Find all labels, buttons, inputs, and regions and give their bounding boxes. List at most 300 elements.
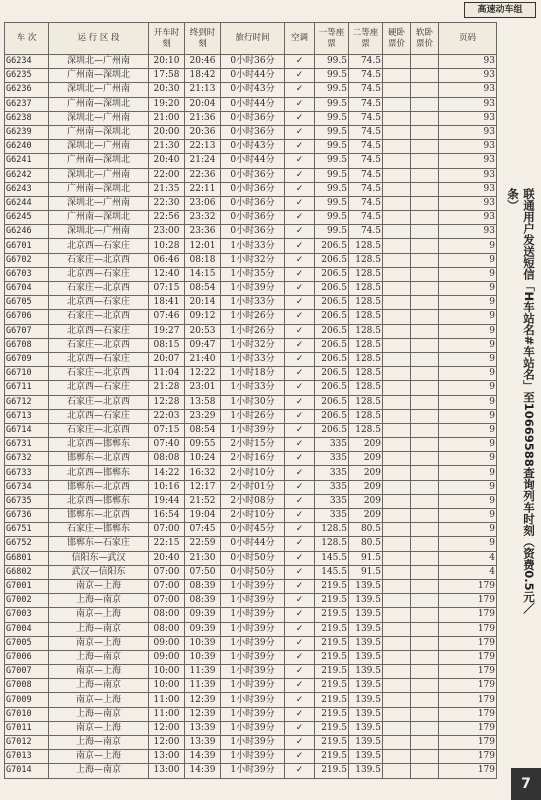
train-number: G7012 [5, 736, 49, 750]
second-class-fare: 128.5 [349, 352, 383, 366]
table-row [5, 537, 497, 551]
departure-time: 11:04 [149, 367, 185, 381]
first-class-fare: 219.5 [315, 736, 349, 750]
table-row [5, 466, 497, 480]
soft-sleeper-fare [411, 679, 439, 693]
arrival-time: 23:01 [185, 381, 221, 395]
col-header-hard-sleeper: 硬卧票价 [383, 23, 411, 55]
table-row [5, 296, 497, 310]
hard-sleeper-fare [383, 452, 411, 466]
section: 南京—上海 [49, 665, 149, 679]
train-number: G6706 [5, 310, 49, 324]
soft-sleeper-fare [411, 494, 439, 508]
col-header-arrival: 终到时刻 [185, 23, 221, 55]
travel-time: 0小时44分 [221, 97, 285, 111]
travel-time: 0小时36分 [221, 196, 285, 210]
train-number: G6708 [5, 338, 49, 352]
table-row [5, 509, 497, 523]
hard-sleeper-fare [383, 83, 411, 97]
col-header-page: 页码 [439, 23, 497, 55]
hard-sleeper-fare [383, 537, 411, 551]
first-class-fare: 206.5 [315, 324, 349, 338]
arrival-time: 08:54 [185, 282, 221, 296]
train-number: G7005 [5, 636, 49, 650]
departure-time: 14:22 [149, 466, 185, 480]
page-ref: 93 [439, 154, 497, 168]
page-ref: 179 [439, 679, 497, 693]
train-number: G6714 [5, 423, 49, 437]
page-ref: 93 [439, 196, 497, 210]
first-class-fare: 99.5 [315, 83, 349, 97]
second-class-fare: 128.5 [349, 324, 383, 338]
soft-sleeper-fare [411, 693, 439, 707]
travel-time: 1小时32分 [221, 253, 285, 267]
train-number: G7014 [5, 764, 49, 778]
soft-sleeper-fare [411, 509, 439, 523]
second-class-fare: 139.5 [349, 608, 383, 622]
aircon-mark: ✓ [285, 764, 315, 778]
hard-sleeper-fare [383, 636, 411, 650]
page-ref: 9 [439, 253, 497, 267]
train-number: G6735 [5, 494, 49, 508]
train-number: G7010 [5, 707, 49, 721]
aircon-mark: ✓ [285, 282, 315, 296]
second-class-fare: 139.5 [349, 650, 383, 664]
section: 南京—上海 [49, 721, 149, 735]
hard-sleeper-fare [383, 764, 411, 778]
second-class-fare: 91.5 [349, 565, 383, 579]
page-ref: 93 [439, 225, 497, 239]
hard-sleeper-fare [383, 154, 411, 168]
hard-sleeper-fare [383, 693, 411, 707]
train-number: G6710 [5, 367, 49, 381]
travel-time: 1小时39分 [221, 707, 285, 721]
train-number: G6713 [5, 409, 49, 423]
soft-sleeper-fare [411, 707, 439, 721]
table-row [5, 310, 497, 324]
hard-sleeper-fare [383, 494, 411, 508]
soft-sleeper-fare [411, 579, 439, 593]
arrival-time: 10:39 [185, 636, 221, 650]
departure-time: 07:40 [149, 438, 185, 452]
aircon-mark: ✓ [285, 537, 315, 551]
section: 深圳北—广州南 [49, 55, 149, 69]
soft-sleeper-fare [411, 97, 439, 111]
arrival-time: 19:04 [185, 509, 221, 523]
aircon-mark: ✓ [285, 196, 315, 210]
train-number: G7002 [5, 594, 49, 608]
soft-sleeper-fare [411, 423, 439, 437]
page-ref: 93 [439, 83, 497, 97]
hard-sleeper-fare [383, 665, 411, 679]
travel-time: 1小时26分 [221, 324, 285, 338]
first-class-fare: 335 [315, 466, 349, 480]
departure-time: 10:00 [149, 665, 185, 679]
aircon-mark: ✓ [285, 296, 315, 310]
section: 北京西—石家庄 [49, 267, 149, 281]
second-class-fare: 74.5 [349, 83, 383, 97]
travel-time: 1小时33分 [221, 352, 285, 366]
aircon-mark: ✓ [285, 608, 315, 622]
table-row [5, 125, 497, 139]
section: 北京西—石家庄 [49, 352, 149, 366]
aircon-mark: ✓ [285, 55, 315, 69]
aircon-mark: ✓ [285, 367, 315, 381]
page-ref: 9 [439, 310, 497, 324]
second-class-fare: 128.5 [349, 338, 383, 352]
arrival-time: 12:39 [185, 707, 221, 721]
aircon-mark: ✓ [285, 239, 315, 253]
first-class-fare: 219.5 [315, 650, 349, 664]
departure-time: 22:00 [149, 168, 185, 182]
second-class-fare: 128.5 [349, 409, 383, 423]
table-row [5, 324, 497, 338]
soft-sleeper-fare [411, 367, 439, 381]
page-ref: 179 [439, 721, 497, 735]
page-ref: 9 [439, 466, 497, 480]
aircon-mark: ✓ [285, 253, 315, 267]
table-row [5, 154, 497, 168]
arrival-time: 20:46 [185, 55, 221, 69]
soft-sleeper-fare [411, 594, 439, 608]
departure-time: 11:00 [149, 693, 185, 707]
arrival-time: 22:59 [185, 537, 221, 551]
timetable [4, 22, 497, 779]
departure-time: 22:15 [149, 537, 185, 551]
page-ref: 179 [439, 636, 497, 650]
section: 石家庄—北京西 [49, 395, 149, 409]
departure-time: 11:00 [149, 707, 185, 721]
train-number: G6707 [5, 324, 49, 338]
second-class-fare: 74.5 [349, 111, 383, 125]
arrival-time: 23:32 [185, 211, 221, 225]
second-class-fare: 139.5 [349, 750, 383, 764]
second-class-fare: 209 [349, 494, 383, 508]
aircon-mark: ✓ [285, 338, 315, 352]
timetable-body [5, 55, 497, 779]
page-ref: 93 [439, 69, 497, 83]
table-row [5, 211, 497, 225]
section: 广州南—深圳北 [49, 97, 149, 111]
page-ref: 179 [439, 579, 497, 593]
page-ref: 9 [439, 324, 497, 338]
hard-sleeper-fare [383, 211, 411, 225]
soft-sleeper-fare [411, 622, 439, 636]
hard-sleeper-fare [383, 608, 411, 622]
soft-sleeper-fare [411, 239, 439, 253]
soft-sleeper-fare [411, 608, 439, 622]
table-row [5, 140, 497, 154]
hard-sleeper-fare [383, 551, 411, 565]
first-class-fare: 206.5 [315, 409, 349, 423]
travel-time: 1小时33分 [221, 381, 285, 395]
travel-time: 0小时44分 [221, 154, 285, 168]
aircon-mark: ✓ [285, 168, 315, 182]
section: 石家庄—北京西 [49, 423, 149, 437]
section: 广州南—深圳北 [49, 125, 149, 139]
train-number: G6702 [5, 253, 49, 267]
arrival-time: 12:39 [185, 693, 221, 707]
train-number: G6238 [5, 111, 49, 125]
travel-time: 0小时44分 [221, 69, 285, 83]
hard-sleeper-fare [383, 381, 411, 395]
arrival-time: 22:36 [185, 168, 221, 182]
second-class-fare: 74.5 [349, 182, 383, 196]
first-class-fare: 335 [315, 494, 349, 508]
arrival-time: 09:39 [185, 608, 221, 622]
train-number: G6703 [5, 267, 49, 281]
aircon-mark: ✓ [285, 679, 315, 693]
second-class-fare: 128.5 [349, 367, 383, 381]
second-class-fare: 209 [349, 480, 383, 494]
train-number: G6736 [5, 509, 49, 523]
departure-time: 20:00 [149, 125, 185, 139]
departure-time: 20:30 [149, 83, 185, 97]
hard-sleeper-fare [383, 650, 411, 664]
train-number: G6801 [5, 551, 49, 565]
table-row [5, 750, 497, 764]
travel-time: 1小时39分 [221, 721, 285, 735]
aircon-mark: ✓ [285, 636, 315, 650]
soft-sleeper-fare [411, 636, 439, 650]
first-class-fare: 219.5 [315, 764, 349, 778]
travel-time: 0小时36分 [221, 225, 285, 239]
aircon-mark: ✓ [285, 409, 315, 423]
arrival-time: 16:32 [185, 466, 221, 480]
first-class-fare: 219.5 [315, 622, 349, 636]
first-class-fare: 206.5 [315, 352, 349, 366]
departure-time: 22:56 [149, 211, 185, 225]
arrival-time: 08:54 [185, 423, 221, 437]
hard-sleeper-fare [383, 409, 411, 423]
table-row [5, 679, 497, 693]
page-ref: 9 [439, 523, 497, 537]
table-row [5, 665, 497, 679]
page-ref: 179 [439, 750, 497, 764]
table-row [5, 480, 497, 494]
col-header-duration: 旅行时间 [221, 23, 285, 55]
table-row [5, 381, 497, 395]
section: 北京西—邯郸东 [49, 494, 149, 508]
table-row [5, 253, 497, 267]
table-row [5, 736, 497, 750]
page-ref: 93 [439, 140, 497, 154]
page-ref: 9 [439, 409, 497, 423]
aircon-mark: ✓ [285, 693, 315, 707]
hard-sleeper-fare [383, 253, 411, 267]
first-class-fare: 219.5 [315, 721, 349, 735]
hard-sleeper-fare [383, 679, 411, 693]
page-number-tab: 7 [511, 768, 541, 800]
table-row [5, 452, 497, 466]
departure-time: 22:03 [149, 409, 185, 423]
hard-sleeper-fare [383, 622, 411, 636]
first-class-fare: 206.5 [315, 282, 349, 296]
train-number: G7006 [5, 650, 49, 664]
soft-sleeper-fare [411, 395, 439, 409]
train-number: G6751 [5, 523, 49, 537]
departure-time: 16:54 [149, 509, 185, 523]
travel-time: 1小时39分 [221, 650, 285, 664]
page-ref: 9 [439, 395, 497, 409]
aircon-mark: ✓ [285, 650, 315, 664]
travel-time: 1小时33分 [221, 239, 285, 253]
train-number: G7011 [5, 721, 49, 735]
arrival-time: 20:53 [185, 324, 221, 338]
table-row [5, 409, 497, 423]
departure-time: 23:00 [149, 225, 185, 239]
arrival-time: 08:39 [185, 594, 221, 608]
travel-time: 2小时10分 [221, 509, 285, 523]
departure-time: 10:16 [149, 480, 185, 494]
hard-sleeper-fare [383, 367, 411, 381]
departure-time: 07:00 [149, 565, 185, 579]
departure-time: 21:28 [149, 381, 185, 395]
travel-time: 0小时50分 [221, 565, 285, 579]
hard-sleeper-fare [383, 466, 411, 480]
aircon-mark: ✓ [285, 565, 315, 579]
aircon-mark: ✓ [285, 452, 315, 466]
departure-time: 08:08 [149, 452, 185, 466]
train-number: G6732 [5, 452, 49, 466]
second-class-fare: 139.5 [349, 707, 383, 721]
soft-sleeper-fare [411, 721, 439, 735]
page-ref: 179 [439, 764, 497, 778]
travel-time: 1小时39分 [221, 608, 285, 622]
travel-time: 1小时30分 [221, 395, 285, 409]
table-row [5, 338, 497, 352]
page-ref: 9 [439, 438, 497, 452]
page-ref: 9 [439, 537, 497, 551]
arrival-time: 23:36 [185, 225, 221, 239]
second-class-fare: 74.5 [349, 55, 383, 69]
table-row [5, 83, 497, 97]
soft-sleeper-fare [411, 551, 439, 565]
first-class-fare: 219.5 [315, 750, 349, 764]
hard-sleeper-fare [383, 55, 411, 69]
arrival-time: 09:55 [185, 438, 221, 452]
first-class-fare: 335 [315, 509, 349, 523]
departure-time: 07:15 [149, 282, 185, 296]
second-class-fare: 128.5 [349, 423, 383, 437]
aircon-mark: ✓ [285, 480, 315, 494]
departure-time: 19:27 [149, 324, 185, 338]
page-ref: 179 [439, 736, 497, 750]
second-class-fare: 74.5 [349, 196, 383, 210]
soft-sleeper-fare [411, 523, 439, 537]
second-class-fare: 74.5 [349, 168, 383, 182]
page-ref: 93 [439, 211, 497, 225]
page-ref: 9 [439, 352, 497, 366]
travel-time: 2小时15分 [221, 438, 285, 452]
soft-sleeper-fare [411, 381, 439, 395]
section: 深圳北—广州南 [49, 196, 149, 210]
col-header-train: 车 次 [5, 23, 49, 55]
soft-sleeper-fare [411, 125, 439, 139]
hard-sleeper-fare [383, 423, 411, 437]
page-ref: 9 [439, 338, 497, 352]
col-header-first-class: 一等座票 [315, 23, 349, 55]
second-class-fare: 74.5 [349, 225, 383, 239]
soft-sleeper-fare [411, 182, 439, 196]
section: 上海—南京 [49, 764, 149, 778]
aircon-mark: ✓ [285, 622, 315, 636]
arrival-time: 23:06 [185, 196, 221, 210]
first-class-fare: 206.5 [315, 367, 349, 381]
section: 南京—上海 [49, 608, 149, 622]
first-class-fare: 206.5 [315, 423, 349, 437]
soft-sleeper-fare [411, 55, 439, 69]
second-class-fare: 74.5 [349, 69, 383, 83]
departure-time: 20:40 [149, 551, 185, 565]
second-class-fare: 74.5 [349, 211, 383, 225]
arrival-time: 08:39 [185, 579, 221, 593]
hard-sleeper-fare [383, 352, 411, 366]
departure-time: 07:00 [149, 579, 185, 593]
departure-time: 10:00 [149, 679, 185, 693]
travel-time: 1小时33分 [221, 296, 285, 310]
departure-time: 07:46 [149, 310, 185, 324]
table-row [5, 438, 497, 452]
table-row [5, 551, 497, 565]
page-ref: 9 [439, 296, 497, 310]
aircon-mark: ✓ [285, 69, 315, 83]
second-class-fare: 128.5 [349, 381, 383, 395]
arrival-time: 20:04 [185, 97, 221, 111]
arrival-time: 09:47 [185, 338, 221, 352]
page-ref: 93 [439, 111, 497, 125]
first-class-fare: 99.5 [315, 196, 349, 210]
travel-time: 1小时39分 [221, 736, 285, 750]
table-header-row [5, 23, 497, 55]
section: 石家庄—北京西 [49, 310, 149, 324]
page-ref: 179 [439, 622, 497, 636]
aircon-mark: ✓ [285, 551, 315, 565]
soft-sleeper-fare [411, 282, 439, 296]
train-number: G6731 [5, 438, 49, 452]
hard-sleeper-fare [383, 509, 411, 523]
train-number: G7001 [5, 579, 49, 593]
first-class-fare: 99.5 [315, 154, 349, 168]
page-ref: 4 [439, 565, 497, 579]
arrival-time: 18:42 [185, 69, 221, 83]
section: 南京—上海 [49, 636, 149, 650]
train-number: G6733 [5, 466, 49, 480]
departure-time: 12:28 [149, 395, 185, 409]
travel-time: 2小时08分 [221, 494, 285, 508]
page-ref: 179 [439, 665, 497, 679]
section: 上海—南京 [49, 679, 149, 693]
aircon-mark: ✓ [285, 111, 315, 125]
departure-time: 06:46 [149, 253, 185, 267]
page-ref: 179 [439, 707, 497, 721]
section: 石家庄—北京西 [49, 367, 149, 381]
section: 信阳东—武汉 [49, 551, 149, 565]
aircon-mark: ✓ [285, 423, 315, 437]
table-row [5, 707, 497, 721]
departure-time: 12:00 [149, 721, 185, 735]
table-row [5, 282, 497, 296]
table-row [5, 579, 497, 593]
train-number: G6711 [5, 381, 49, 395]
hard-sleeper-fare [383, 579, 411, 593]
train-number: G6704 [5, 282, 49, 296]
second-class-fare: 74.5 [349, 140, 383, 154]
hard-sleeper-fare [383, 296, 411, 310]
section: 石家庄—邯郸东 [49, 523, 149, 537]
table-row [5, 594, 497, 608]
train-number: G6246 [5, 225, 49, 239]
